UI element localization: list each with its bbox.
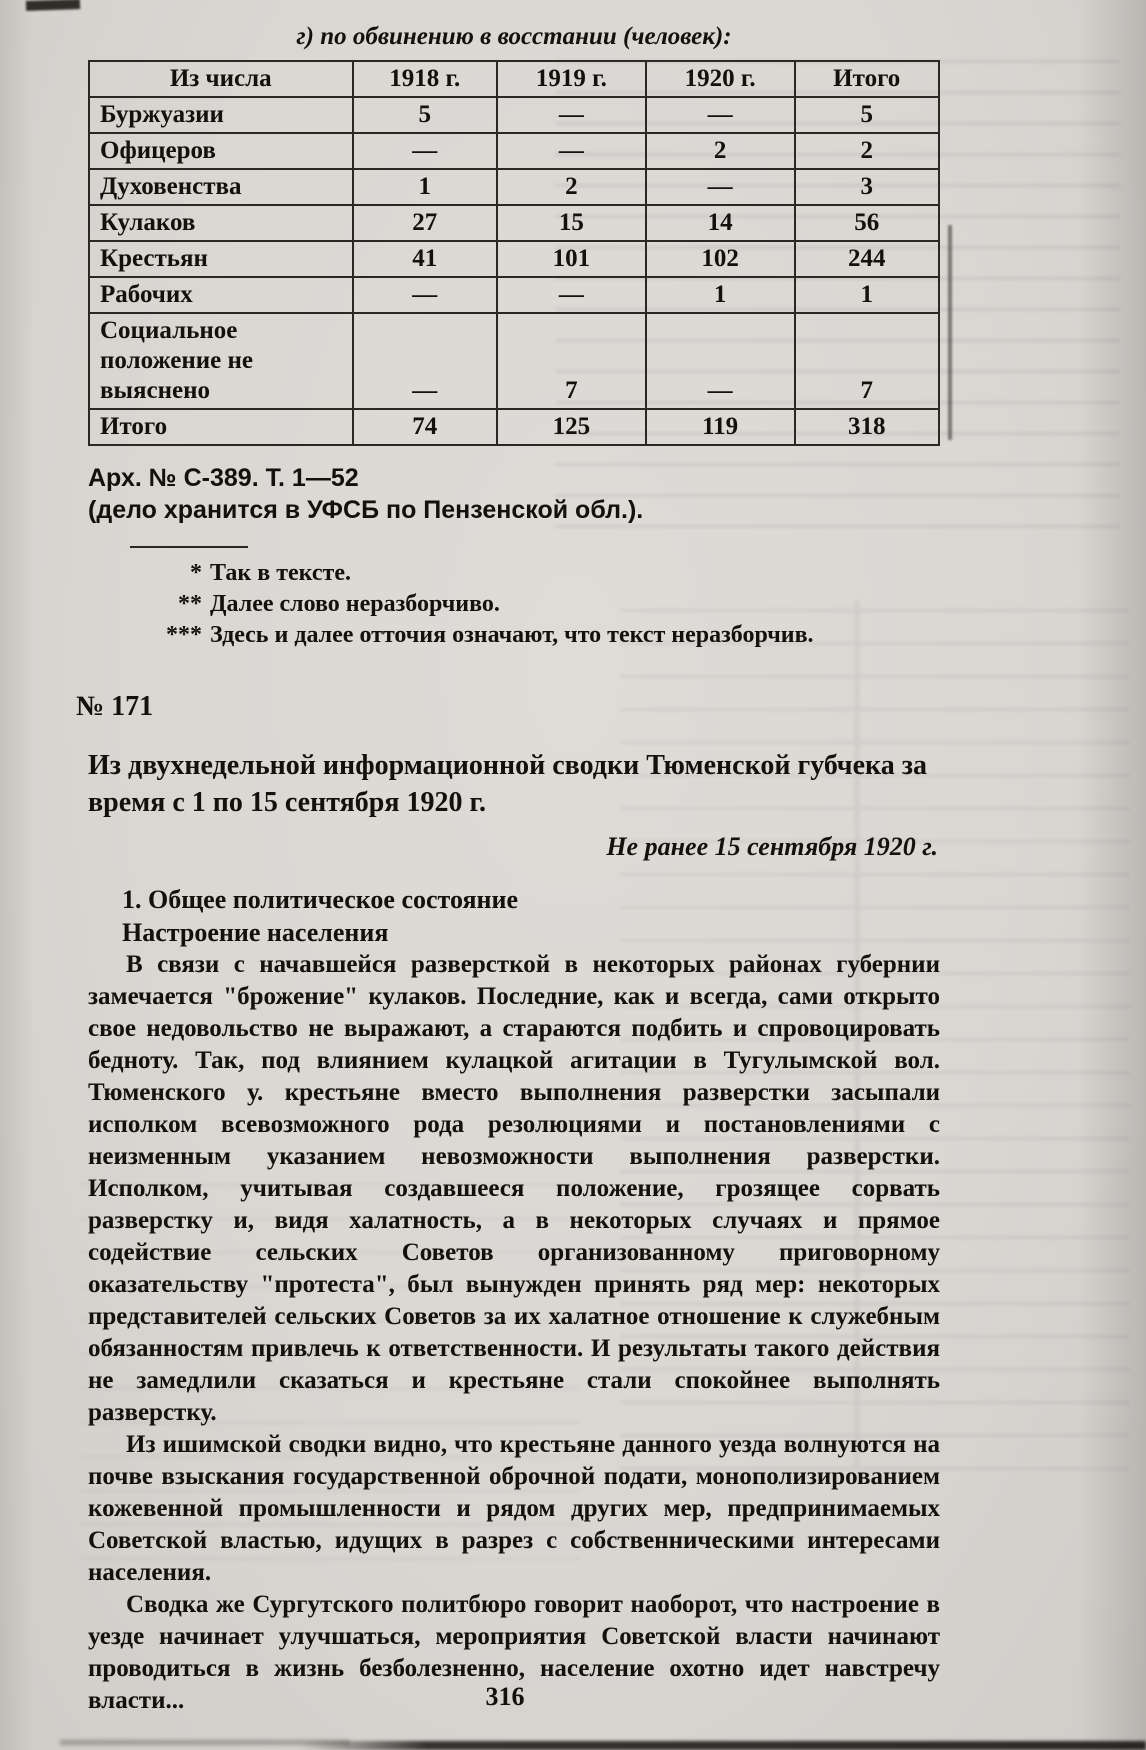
footnote-marker: *** [166, 622, 202, 648]
table-cell: 2 [497, 169, 646, 205]
table-cell: — [646, 169, 795, 205]
column-header: 1920 г. [646, 61, 795, 97]
table-cell: — [497, 133, 646, 169]
body-paragraph: Из ишимской сводки видно, что крестьяне данного уезда волнуются на почве взыскания государственной оброчной подати, монополизированием кожевенной промышленности и рядом других мер, предпринимаемых Советской властью, идущих в разрез с собственническими интересами населения. [88, 1431, 940, 1586]
table-cell: 1 [795, 277, 940, 313]
table-cell: 2 [646, 133, 795, 169]
footnote [150, 589, 940, 620]
table-row [89, 133, 939, 169]
row-label: Духовенства [89, 169, 353, 205]
table-cell: 1 [646, 277, 795, 313]
table-cell: 14 [646, 205, 795, 241]
table-cell: 119 [646, 409, 795, 445]
page-number: 316 [485, 1682, 525, 1711]
document-title: Из двухнедельной информационной сводки Тюменской губчека за время с 1 по 15 сентября 1920 г. [88, 750, 927, 818]
row-label: Буржуазии [89, 97, 353, 133]
archive-reference [88, 462, 940, 526]
row-label: Кулаков [89, 205, 353, 241]
table-cell: 15 [497, 205, 646, 241]
footnote-marker: * [190, 560, 202, 586]
table-cell: 244 [795, 241, 940, 277]
table-cell: 5 [795, 97, 940, 133]
archive-reference-line1: Арх. № С-389. Т. 1—52 [88, 464, 359, 492]
table-row [89, 205, 939, 241]
column-header: Итого [795, 61, 940, 97]
footnote-separator [130, 546, 248, 548]
footnote [150, 558, 940, 589]
table-cell: 102 [646, 241, 795, 277]
table-total-row [89, 409, 939, 445]
footnote-marker: ** [178, 591, 202, 617]
footnotes-block [150, 558, 940, 651]
table-cell: 101 [497, 241, 646, 277]
row-label: Крестьян [89, 241, 353, 277]
footnote [150, 620, 940, 651]
section-subheading: Настроение населения [122, 918, 389, 947]
column-header: 1918 г. [353, 61, 498, 97]
table-cell: 7 [795, 313, 940, 409]
table-cell: — [353, 133, 498, 169]
table-caption: г) по обвинению в восстании (человек): [296, 23, 732, 50]
table-row [89, 241, 939, 277]
document-date-note: Не ранее 15 сентября 1920 г. [606, 832, 938, 861]
table-row [89, 277, 939, 313]
body-paragraph: В связи с начавшейся разверсткой в некоторых районах губернии замечается "брожение" кулаков. Последние, как и всегда, сами открыто свое недовольство не выражают, а стараются подбить и спровоцировать бедноту. Так, под влиянием кулацкой агитации в Тугулымской вол. Тюменского у. крестьяне вместо выполнения разверстки засыпали исполком всевозможного рода резолюциями и постановлениями с неизменным указанием невозможности выполнения разверстки. Исполком, учитывая создавшееся положение, грозящее сорвать разверстку и, видя халатность, а в некоторых случаях и прямое содействие сельских Советов организованному приговорному оказательству "протеста", был вынужден принять ряд мер: некоторых представителей сельских Советов за их халатное отношение к служебным обязанностям привлечь к ответственности. И результаты такого действия не замедлили сказаться и крестьяне стали спокойнее выполнять разверстку. [88, 951, 940, 1426]
scan-artifact [60, 1740, 350, 1745]
table-cell: — [497, 97, 646, 133]
row-label: Социальное положение не выяснено [89, 313, 353, 409]
table-cell: 41 [353, 241, 498, 277]
table-row [89, 169, 939, 205]
footnote-text: Так в тексте. [210, 560, 351, 586]
table-cell: 3 [795, 169, 940, 205]
document-number: № 171 [76, 691, 154, 722]
table-cell: — [646, 97, 795, 133]
table-cell: 2 [795, 133, 940, 169]
table-cell: — [353, 313, 498, 409]
table-cell: 5 [353, 97, 498, 133]
archive-reference-line2: (дело хранится в УФСБ по Пензенской обл.). [88, 496, 644, 524]
body-paragraph: Сводка же Сургутского политбюро говорит наоборот, что настроение в уезде начинает улучшаться, мероприятия Советской власти начинают проводиться в жизнь безболезненно, население охотно идет навстречу власти... [88, 1591, 940, 1714]
row-label: Рабочих [89, 277, 353, 313]
table-cell: — [353, 277, 498, 313]
row-label: Офицеров [89, 133, 353, 169]
column-header: 1919 г. [497, 61, 646, 97]
table-cell: 125 [497, 409, 646, 445]
column-header: Из числа [89, 61, 353, 97]
uprising-accusation-table [88, 60, 940, 446]
table-cell: 56 [795, 205, 940, 241]
table-header-row [89, 61, 939, 97]
table-row [89, 313, 939, 409]
footnote-text: Далее слово неразборчиво. [210, 591, 500, 617]
footnote-text: Здесь и далее отточия означают, что текст неразборчив. [210, 622, 814, 648]
table-cell: 27 [353, 205, 498, 241]
table-row [89, 97, 939, 133]
table-cell: — [646, 313, 795, 409]
table-cell: 318 [795, 409, 940, 445]
section-heading: 1. Общее политическое состояние [122, 885, 519, 914]
scan-artifact [300, 1741, 1146, 1750]
table-cell: — [497, 277, 646, 313]
table-cell: 1 [353, 169, 498, 205]
table-cell: 74 [353, 409, 498, 445]
table-cell: 7 [497, 313, 646, 409]
row-label: Итого [89, 409, 353, 445]
